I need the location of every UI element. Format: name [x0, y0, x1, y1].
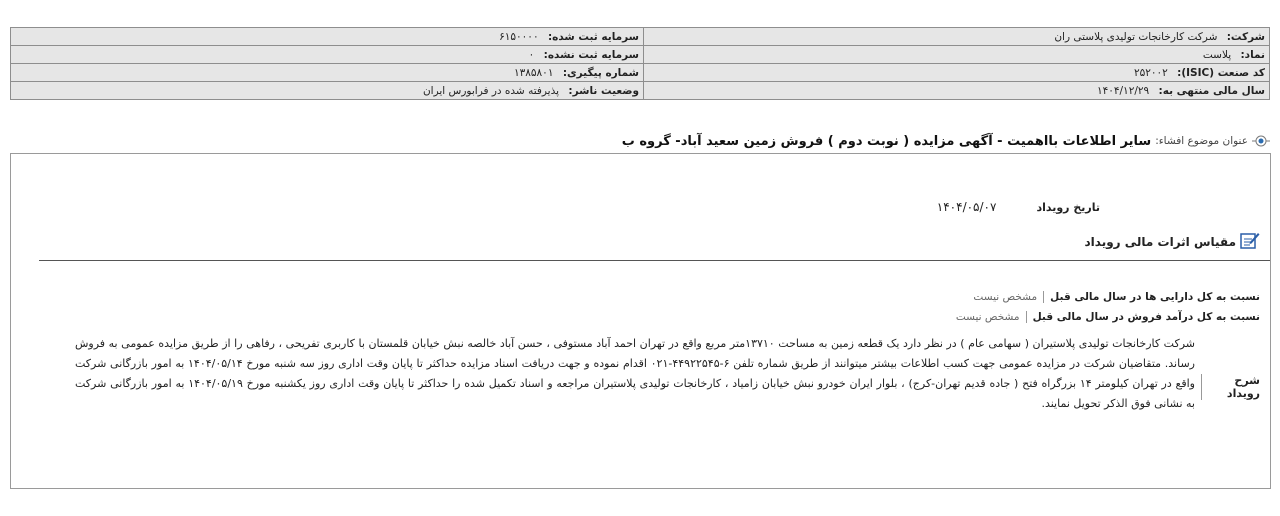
publisher-status-value: پذیرفته شده در فرابورس ایران — [422, 84, 560, 97]
financial-impact-title — [1085, 231, 1260, 252]
fiscal-year-value: ۱۴۰۴/۱۲/۲۹ — [1096, 84, 1150, 97]
event-date-row — [937, 200, 1100, 214]
publisher-status-label: وضعیت ناشر: — [568, 84, 639, 97]
symbol-value: پلاست — [1202, 48, 1232, 61]
info-row — [11, 64, 1270, 82]
bullet-arrow-icon — [1252, 133, 1270, 149]
info-row — [11, 46, 1270, 64]
symbol-cell — [644, 46, 1270, 64]
metric-row — [956, 287, 1260, 307]
company-cell — [644, 28, 1270, 46]
isic-label: کد صنعت (ISIC): — [1177, 66, 1265, 79]
unregistered-capital-value: ۰ — [528, 48, 535, 61]
symbol-label: نماد: — [1240, 48, 1265, 61]
publisher-status-cell — [11, 82, 644, 100]
isic-cell — [644, 64, 1270, 82]
metric-label: نسبت به کل درآمد فروش در سال مالی قبل — [1026, 311, 1260, 323]
registered-capital-cell — [11, 28, 644, 46]
info-row — [11, 28, 1270, 46]
unregistered-capital-label: سرمایه ثبت نشده: — [543, 48, 639, 61]
event-date-label: تاریخ رویداد — [1036, 200, 1100, 214]
metric-value: مشخص نیست — [973, 291, 1038, 303]
tracking-number-label: شماره پیگیری: — [562, 66, 639, 79]
info-row — [11, 82, 1270, 100]
metric-value: مشخص نیست — [955, 311, 1020, 323]
topic-title: سایر اطلاعات بااهمیت - آگهی مزایده ( نوبت دوم ) فروش زمین سعید آباد- گروه ب — [621, 133, 1152, 149]
event-description — [40, 334, 1260, 414]
divider — [39, 260, 1270, 261]
section-title-text: مقیاس اثرات مالی رویداد — [1084, 234, 1236, 249]
tracking-number-value: ۱۳۸۵۸۰۱ — [513, 66, 554, 79]
disclosure-topic — [622, 133, 1270, 149]
tracking-number-cell — [11, 64, 644, 82]
description-text: شرکت کارخانجات تولیدی پلاستیران ( سهامی عام ) در نظر دارد یک قطعه زمین به مساحت ۱۳۷۱۰متر مربع واقع در تهران احمد آباد مستوفی ، حسن آباد خالصه نبش خیابان قلمستان با کاربری تفریحی ، رفاهی را از طریق مزایده عمومی به فروش رساند. متقاضیان شرکت در مزایده عمومی جهت کسب اطلاعات بیشتر میتوانند از طریق شماره تلفن ۶-۴۴۹۲۲۵۴۵-۰۲۱ اقدام نموده و جهت دریافت اسناد مزایده حداکثر تا پایان وقت اداری روز سه شنبه مورخ ۱۴۰۴/۰۵/۱۴ به امور بازرگانی شرکت واقع در تهران کیلومتر ۱۴ بزرگراه فتح ( جاده قدیم تهران-کرج) ، بلوار ایران خودرو نبش خیابان زامیاد ، کارخانجات تولیدی پلاستیران مراجعه و اسناد تکمیل شده را حداکثر تا پایان وقت اداری روز یکشنبه مورخ ۱۴۰۴/۰۵/۱۹ به امور بازرگانی شرکت به نشانی فوق الذکر تحویل نمایند. — [75, 337, 1195, 410]
impact-metrics — [956, 287, 1260, 327]
fiscal-year-label: سال مالی منتهی به: — [1158, 84, 1265, 97]
topic-prefix: عنوان موضوع افشاء: — [1155, 135, 1248, 147]
company-value: شرکت کارخانجات تولیدی پلاستی ران — [1054, 30, 1218, 43]
company-info-table — [10, 27, 1270, 100]
fiscal-year-cell — [644, 82, 1270, 100]
event-panel — [10, 153, 1271, 489]
isic-value: ۲۵۲۰۰۲ — [1133, 66, 1168, 79]
edit-note-icon — [1240, 231, 1260, 252]
event-date-value: ۱۴۰۴/۰۵/۰۷ — [936, 200, 997, 214]
registered-capital-label: سرمایه ثبت شده: — [547, 30, 639, 43]
company-label: شرکت: — [1226, 30, 1265, 43]
registered-capital-value: ۶۱۵۰۰۰۰ — [499, 30, 539, 43]
unregistered-capital-cell — [11, 46, 644, 64]
metric-row — [956, 307, 1260, 327]
description-label: شرح رویداد — [1201, 374, 1260, 400]
metric-label: نسبت به کل دارایی ها در سال مالی قبل — [1043, 291, 1260, 303]
